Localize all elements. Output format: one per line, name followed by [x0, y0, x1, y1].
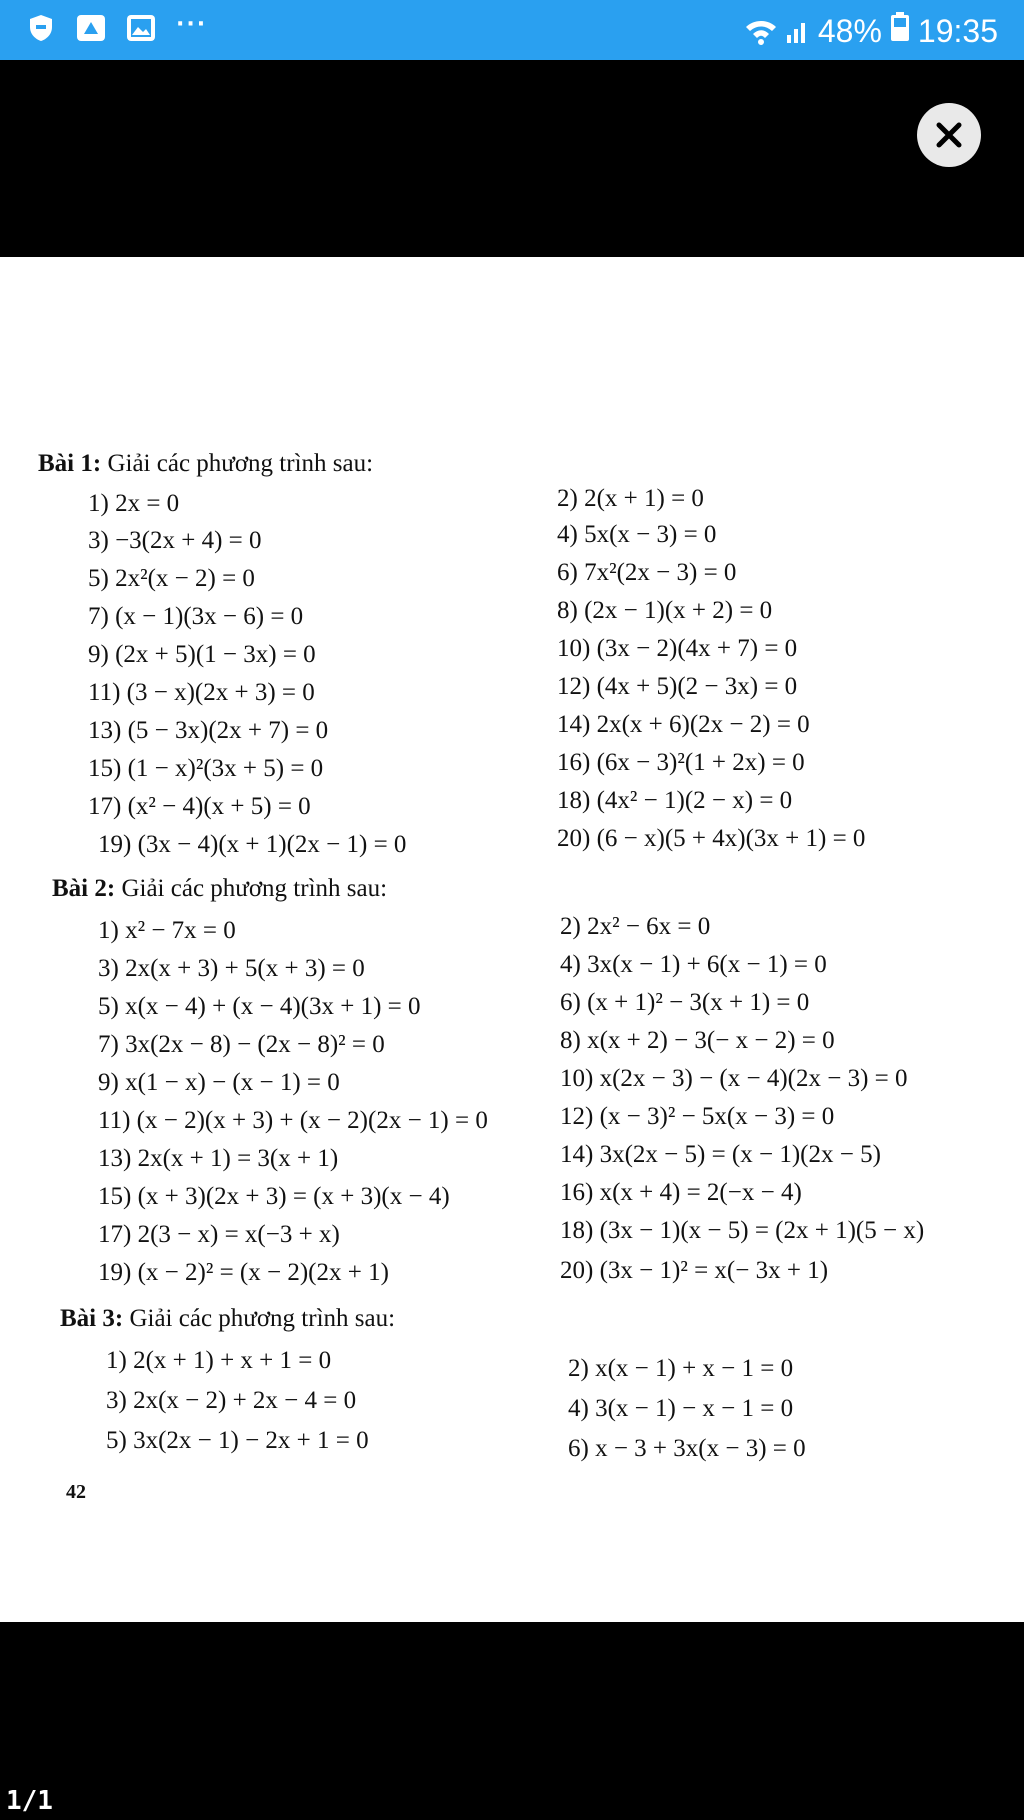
equation: 8) (2x − 1)(x + 2) = 0	[557, 597, 773, 624]
equation: 17) (x² − 4)(x + 5) = 0	[88, 793, 311, 820]
equation: 12) (x − 3)² − 5x(x − 3) = 0	[560, 1103, 835, 1130]
equation: 20) (3x − 1)² = x(− 3x + 1)	[560, 1257, 829, 1284]
more-notifications-icon: ···	[176, 11, 208, 37]
exercise-2-number: Bài 2:	[52, 875, 116, 902]
page-number: 42	[66, 1481, 86, 1503]
equation: 4) 5x(x − 3) = 0	[557, 521, 717, 548]
wifi-icon	[744, 17, 778, 45]
equation: 6) (x + 1)² − 3(x + 1) = 0	[560, 989, 810, 1016]
equation: 9) (2x + 5)(1 − 3x) = 0	[88, 641, 316, 668]
exercise-2-heading	[52, 875, 387, 903]
equation: 10) x(2x − 3) − (x − 4)(2x − 3) = 0	[560, 1065, 908, 1092]
equation: 19) (x − 2)² = (x − 2)(2x + 1)	[98, 1259, 389, 1286]
viewer-header	[0, 60, 1024, 257]
equation: 2) x(x − 1) + x − 1 = 0	[568, 1355, 794, 1382]
document-image[interactable]	[0, 257, 1024, 1622]
exercise-3-heading	[60, 1305, 395, 1333]
equation: 1) x² − 7x = 0	[98, 917, 236, 944]
equation: 3) 2x(x − 2) + 2x − 4 = 0	[106, 1387, 357, 1414]
equation: 10) (3x − 2)(4x + 7) = 0	[557, 635, 798, 662]
exercise-1-title: Giải các phương trình sau:	[107, 450, 374, 477]
gallery-icon	[126, 13, 156, 43]
equation: 15) (x + 3)(2x + 3) = (x + 3)(x − 4)	[98, 1183, 450, 1210]
equation: 18) (3x − 1)(x − 5) = (2x + 1)(5 − x)	[560, 1217, 925, 1244]
status-indicators	[744, 12, 998, 50]
exercise-2-title: Giải các phương trình sau:	[121, 875, 388, 902]
equation: 4) 3(x − 1) − x − 1 = 0	[568, 1395, 794, 1422]
equation: 7) 3x(2x − 8) − (2x − 8)² = 0	[98, 1031, 385, 1058]
battery-icon	[890, 12, 910, 50]
exercise-1-heading	[38, 450, 373, 478]
equation: 19) (3x − 4)(x + 1)(2x − 1) = 0	[98, 831, 407, 858]
equation: 4) 3x(x − 1) + 6(x − 1) = 0	[560, 951, 827, 978]
equation: 8) x(x + 2) − 3(− x − 2) = 0	[560, 1027, 835, 1054]
equation: 14) 2x(x + 6)(2x − 2) = 0	[557, 711, 810, 738]
clock: 19:35	[917, 12, 998, 49]
equation: 13) 2x(x + 1) = 3(x + 1)	[98, 1145, 339, 1172]
equation: 3) −3(2x + 4) = 0	[88, 527, 262, 554]
equation: 5) 2x²(x − 2) = 0	[88, 565, 255, 592]
signal-icon	[786, 17, 810, 45]
exercise-1-number: Bài 1:	[38, 450, 102, 477]
status-bar	[0, 0, 1024, 60]
equation: 5) 3x(2x − 1) − 2x + 1 = 0	[106, 1427, 369, 1454]
equation: 13) (5 − 3x)(2x + 7) = 0	[88, 717, 329, 744]
notification-icons	[26, 13, 207, 43]
equation: 2) 2x² − 6x = 0	[560, 913, 711, 940]
equation: 3) 2x(x + 3) + 5(x + 3) = 0	[98, 955, 365, 982]
equation: 14) 3x(2x − 5) = (x − 1)(2x − 5)	[560, 1141, 881, 1168]
equation: 16) (6x − 3)²(1 + 2x) = 0	[557, 749, 805, 776]
equation: 11) (3 − x)(2x + 3) = 0	[88, 679, 315, 706]
battery-percent: 48%	[817, 12, 882, 49]
exercise-3-title: Giải các phương trình sau:	[129, 1305, 396, 1332]
close-icon	[934, 120, 964, 150]
drive-icon	[76, 13, 106, 43]
equation: 16) x(x + 4) = 2(−x − 4)	[560, 1179, 802, 1206]
equation: 1) 2x = 0	[88, 490, 180, 517]
equation: 2) 2(x + 1) = 0	[557, 485, 704, 512]
exercise-3-number: Bài 3:	[60, 1305, 124, 1332]
equation: 12) (4x + 5)(2 − 3x) = 0	[557, 673, 798, 700]
close-button[interactable]	[917, 103, 981, 167]
equation: 1) 2(x + 1) + x + 1 = 0	[106, 1347, 332, 1374]
equation: 9) x(1 − x) − (x − 1) = 0	[98, 1069, 340, 1096]
equation: 7) (x − 1)(3x − 6) = 0	[88, 603, 304, 630]
equation: 5) x(x − 4) + (x − 4)(3x + 1) = 0	[98, 993, 421, 1020]
page-counter: 1/1	[6, 1786, 53, 1816]
equation: 17) 2(3 − x) = x(−3 + x)	[98, 1221, 340, 1248]
equation: 15) (1 − x)²(3x + 5) = 0	[88, 755, 324, 782]
shield-icon	[26, 13, 56, 43]
equation: 6) 7x²(2x − 3) = 0	[557, 559, 737, 586]
equation: 20) (6 − x)(5 + 4x)(3x + 1) = 0	[557, 825, 866, 852]
viewer-footer	[0, 1622, 1024, 1820]
equation: 11) (x − 2)(x + 3) + (x − 2)(2x − 1) = 0	[98, 1107, 488, 1134]
equation: 6) x − 3 + 3x(x − 3) = 0	[568, 1435, 806, 1462]
equation: 18) (4x² − 1)(2 − x) = 0	[557, 787, 793, 814]
